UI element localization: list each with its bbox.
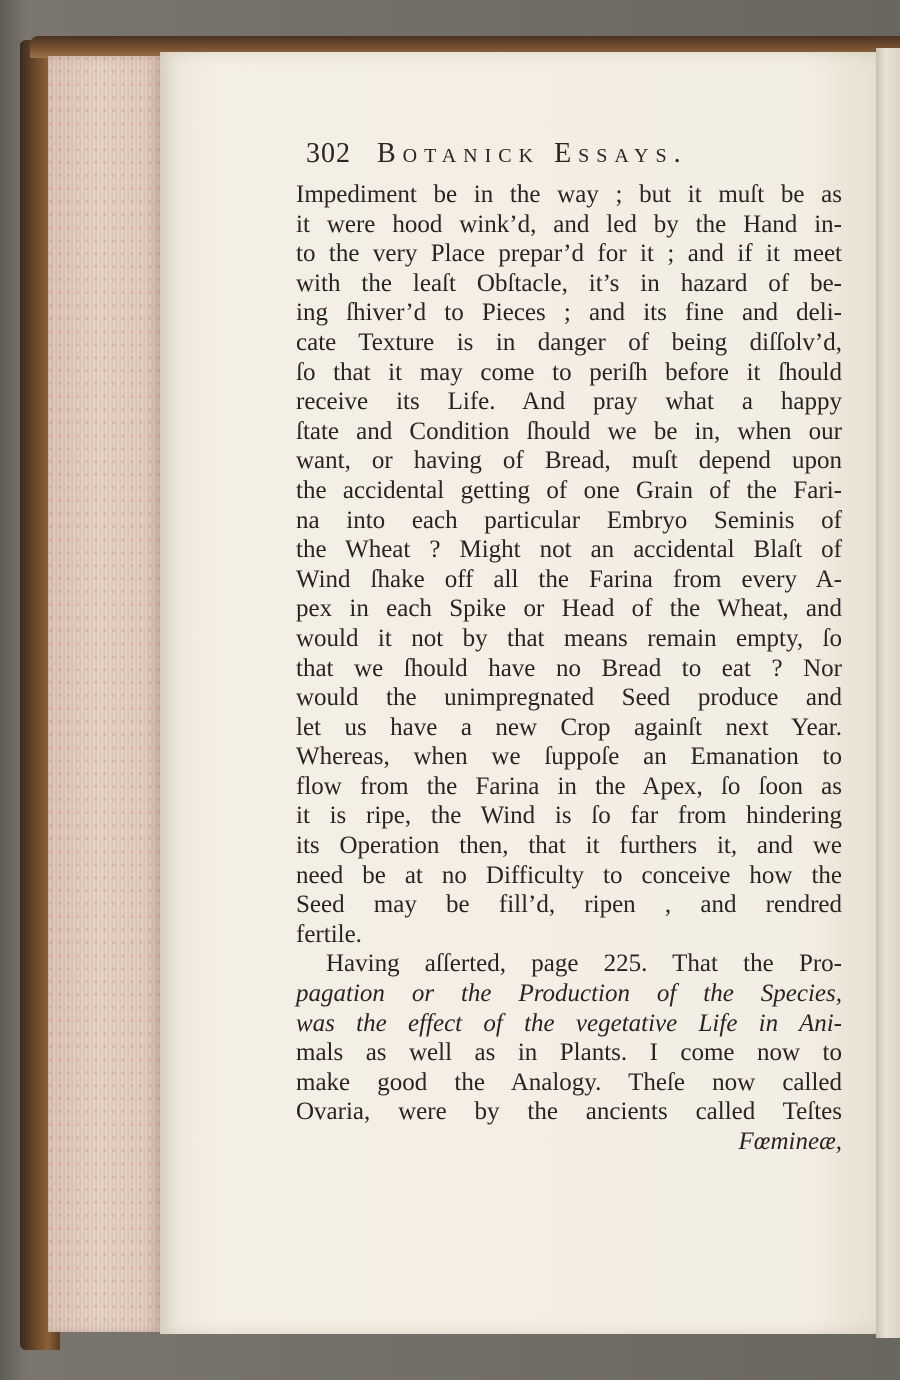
facing-page-edge [876,48,900,1338]
text-line: it were hood wink’d, and led by the Hand in- [296,210,842,238]
text-line: would the unimpregnated Seed produce and [296,684,842,712]
text-line: ſtate and Condition ſhould we be in, when our [296,417,842,445]
text-line: to the very Place prepar’d for it ; and if it meet [296,240,842,268]
text-line: need be at no Difficulty to conceive how the [296,861,842,889]
text-line: the accidental getting of one Grain of the Fari- [296,476,842,504]
text-line: ſo that it may come to periſh before it ſhould [296,358,842,386]
text-line: receive its Life. And pray what a happy [296,388,842,416]
text-line: was the effect of the vegetative Life in Ani- [296,1009,842,1037]
text-line: na into each particular Embryo Seminis of [296,506,842,534]
text-line: pex in each Spike or Head of the Wheat, and [296,595,842,623]
text-line: Whereas, when we ſuppoſe an Emanation to [296,743,842,771]
page-edges [48,56,160,1332]
text-line: Impediment be in the way ; but it muſt be as [296,181,842,208]
text-line: Wind ſhake off all the Farina from every A- [296,565,842,593]
text-line: Seed may be fill’d, ripen , and rendred [296,891,842,919]
text-line: would it not by that means remain empty, ſo [296,624,842,652]
page-number: 302 [306,138,351,169]
text-line: with the leaſt Obſtacle, it’s in hazard of be- [296,269,842,297]
text-line: flow from the Farina in the Apex, ſo ſoon as [296,772,842,800]
text-line: want, or having of Bread, muſt depend upon [296,447,842,475]
text-line: the Wheat ? Might not an accidental Blaſt of [296,536,842,564]
text-line: Fœmineæ, [738,1128,842,1155]
text-line: mals as well as in Plants. I come now to [296,1039,842,1067]
text-line: that we ſhould have no Bread to eat ? Nor [296,654,842,682]
text-line: Ovaria, were by the ancients called Teſtes [296,1098,842,1126]
text-line: cate Texture is in danger of being diſſolv’d, [296,328,842,356]
page-header [306,138,846,178]
text-line: let us have a new Crop againſt next Year. [296,713,842,741]
body-text [296,180,842,1157]
text-line: Having aſſerted, page 225. That the Pro- [326,950,842,978]
text-line: make good the Analogy. Theſe now called [296,1068,842,1096]
running-title: Botanick Essays. [377,138,688,169]
text-line: it is ripe, the Wind is ſo far from hindering [296,802,842,830]
text-line: pagation or the Production of the Species, [296,980,842,1008]
text-line: ing ſhiver’d to Pieces ; and its fine and deli- [296,299,842,327]
text-line: fertile. [296,920,362,948]
text-line: its Operation then, that it furthers it, and we [296,832,842,860]
